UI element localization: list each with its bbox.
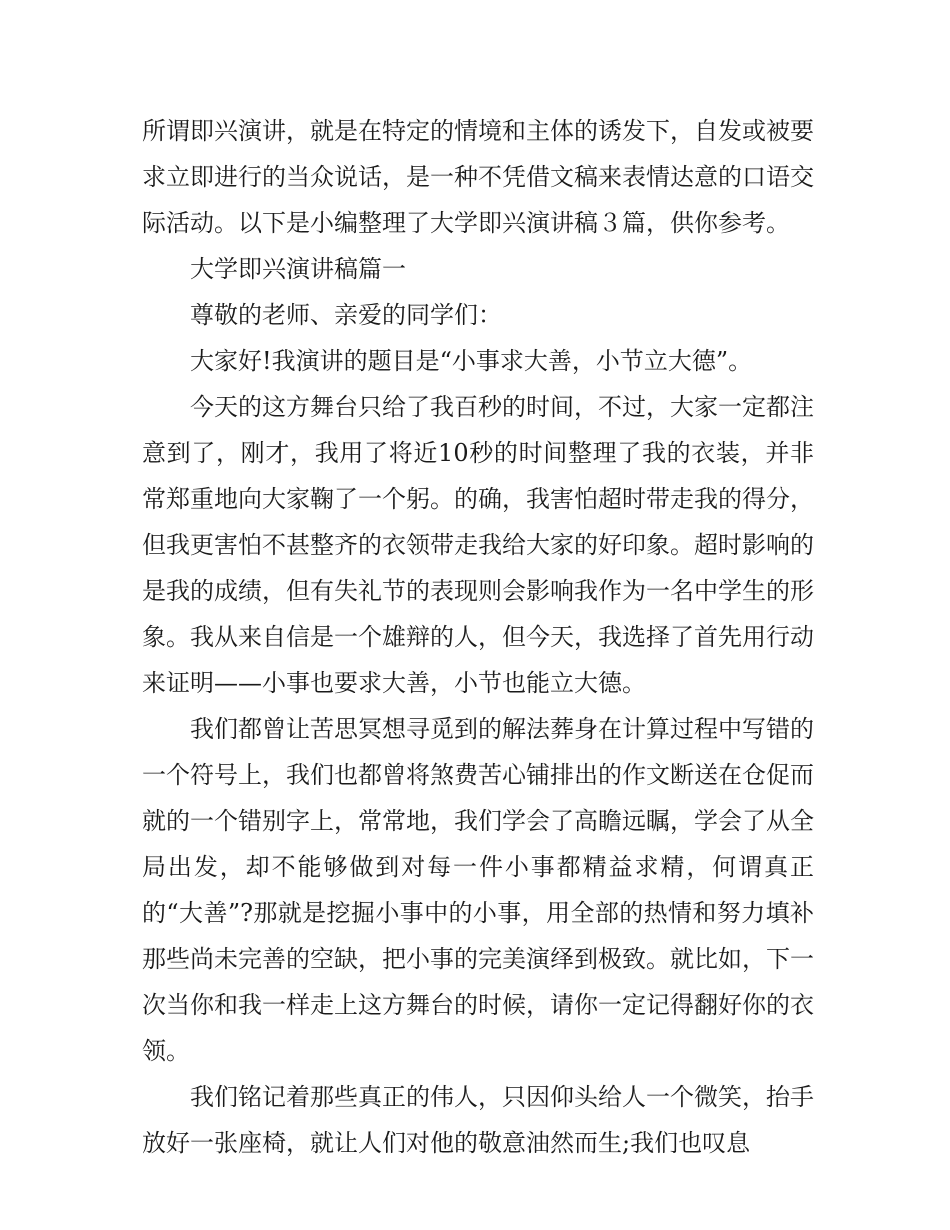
document-body bbox=[142, 108, 814, 1166]
body-paragraph: 我们铭记着那些真正的伟人，只因仰头给人一个微笑，抬手放好一张座椅，就让人们对他的敬意油然而生;我们也叹息 bbox=[142, 1083, 814, 1157]
body-paragraph: 我们都曾让苦思冥想寻觅到的解法葬身在计算过程中写错的一个符号上，我们也都曾将煞费苦心铺排出的作文断送在仓促而就的一个错别字上，常常地，我们学会了高瞻远瞩，学会了从全局出发，却不能够做到对每一件小事都精益求精，何谓真正的“大善”?那就是挖掘小事中的小事，用全部的热情和努力填补那些尚未完善的空缺，把小事的完美演绎到极致。就比如，下一次当你和我一样走上这方舞台的时候，请你一定记得翻好你的衣领。 bbox=[142, 715, 814, 1065]
salutation: 尊敬的老师、亲爱的同学们： bbox=[190, 301, 502, 329]
body-paragraph: 今天的这方舞台只给了我百秒的时间，不过，大家一定都注意到了，刚才，我用了将近10秒的时间整理了我的衣装，并非常郑重地向大家鞠了一个躬。的确，我害怕超时带走我的得分，但我更害怕不甚整齐的衣领带走我给大家的好印象。超时影响的是我的成绩，但有失礼节的表现则会影响我作为一名中学生的形象。我从来自信是一个雄辩的人，但今天，我选择了首先用行动来证明——小事也要求大善，小节也能立大德。 bbox=[142, 393, 814, 697]
speech-title-line: 大家好!我演讲的题目是“小事求大善，小节立大德”。 bbox=[190, 347, 753, 375]
section-heading: 大学即兴演讲稿篇一 bbox=[190, 255, 406, 283]
intro-paragraph: 所谓即兴演讲，就是在特定的情境和主体的诱发下，自发或被要求立即进行的当众说话，是一种不凭借文稿来表情达意的口语交际活动。以下是小编整理了大学即兴演讲稿３篇，供你参考。 bbox=[142, 117, 814, 237]
